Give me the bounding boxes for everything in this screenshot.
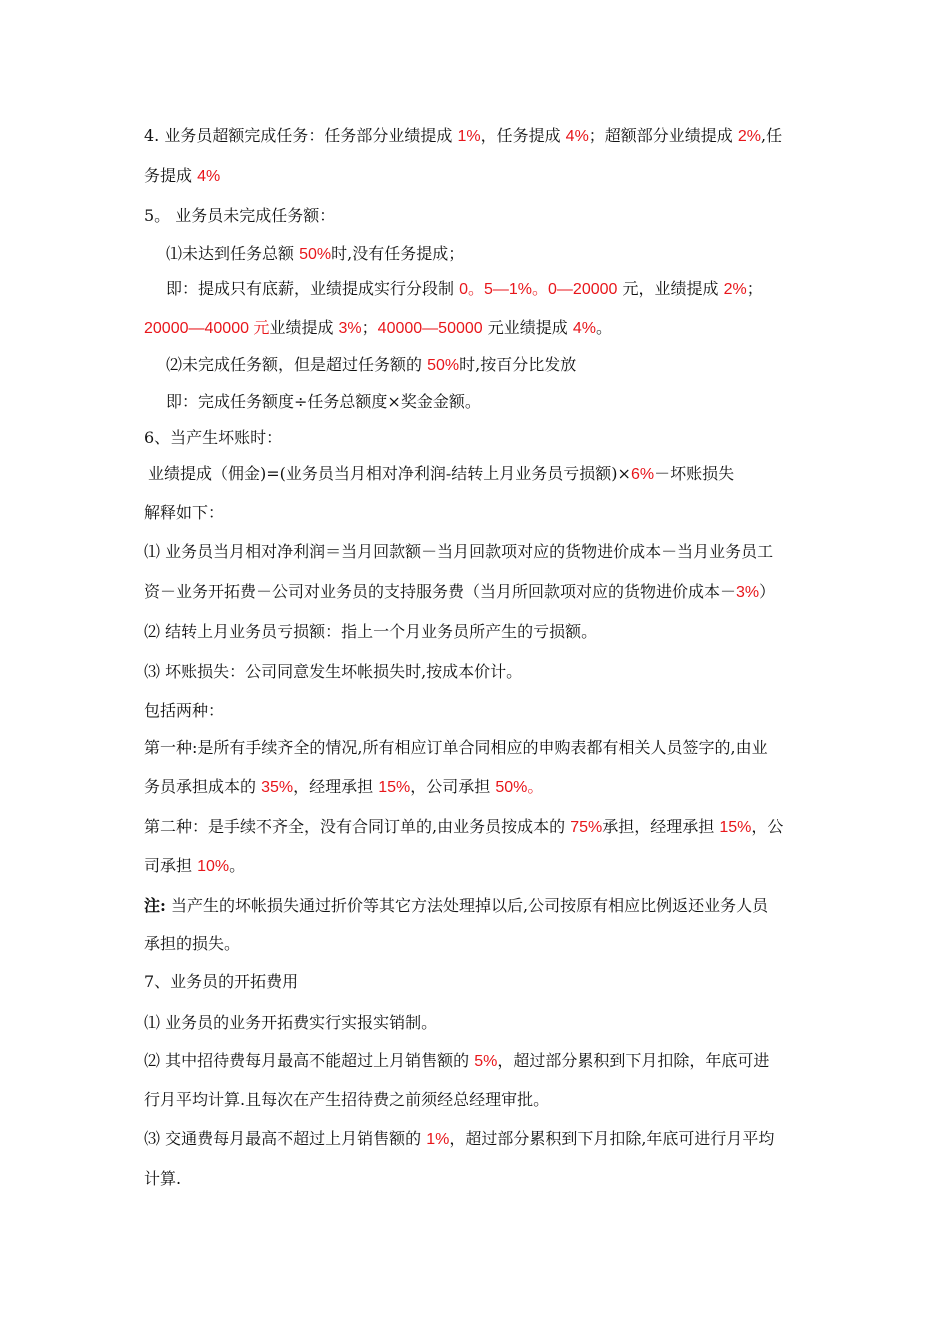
- text-run: ，任务提成: [480, 126, 566, 145]
- text-line-4: [166, 244, 464, 265]
- text-run: 承担的损失。: [144, 934, 241, 953]
- text-line-13: [144, 582, 775, 603]
- highlighted-value: 40000—50000: [377, 320, 483, 337]
- highlighted-value: 10%: [197, 858, 230, 875]
- text-run: ⑴ 业务员的业务开拓费实行实报实销制。: [144, 1013, 438, 1032]
- text-run: 当产生的坏帐损失通过折价等其它方法处理掉以后,公司按原有相应比例返还业务人员: [165, 896, 769, 915]
- text-run: 业绩提成: [269, 318, 339, 337]
- highlighted-value: 75%: [570, 819, 603, 836]
- text-run: ⑴ 业务员当月相对净利润＝当月回款额－当月回款项对应的货物进价成本－当月业务员工: [144, 542, 774, 561]
- text-run: 元，业绩提成: [617, 279, 724, 298]
- text-line-17: [144, 738, 768, 758]
- text-run: 即：提成只有底薪，业绩提成实行分段制: [166, 279, 460, 298]
- highlighted-value: 0。5—1%。0—20000: [459, 281, 618, 298]
- text-run: 6、当产生坏账时：: [144, 428, 283, 447]
- text-line-7: [166, 355, 576, 376]
- text-line-10: [148, 464, 734, 485]
- text-run: ⑶ 坏账损失：公司同意发生坏帐损失时,按成本价计。: [144, 662, 523, 681]
- text-line-27: [144, 1129, 774, 1150]
- text-run: 7、业务员的开拓费用: [144, 972, 299, 991]
- text-run: ，公司承担: [410, 777, 496, 796]
- text-line-1: [144, 126, 782, 147]
- highlighted-value: 2%: [737, 128, 762, 145]
- text-run: 业绩提成（佣金)=(业务员当月相对净利润-结转上月业务员亏损额)×: [148, 464, 631, 483]
- text-line-24: [144, 1013, 437, 1033]
- highlighted-value: 4%: [197, 168, 221, 185]
- text-run: 务提成: [144, 166, 198, 185]
- highlighted-value: 15%: [378, 779, 411, 796]
- text-line-26: [144, 1090, 549, 1110]
- highlighted-value: 4%: [565, 128, 589, 145]
- text-line-12: [144, 542, 773, 562]
- text-run: 元业绩提成: [482, 318, 573, 337]
- highlighted-value: 50%: [299, 246, 332, 263]
- text-run: 第二种：是手续不齐全，没有合同订单的,由业务员按成本的: [144, 817, 571, 836]
- text-line-16: [144, 701, 224, 721]
- text-run: ，超过部分累积到下月扣除，年底可进: [497, 1051, 770, 1070]
- text-run: 包括两种：: [144, 701, 225, 720]
- text-run: ⑵未完成任务额，但是超过任务额的: [166, 355, 428, 374]
- text-run: ,任: [761, 126, 783, 145]
- text-run: 5。 业务员未完成任务额：: [144, 206, 336, 225]
- highlighted-value: 35%: [261, 779, 294, 796]
- text-run: 资－业务开拓费－公司对业务员的支持服务费（当月所回款项对应的货物进价成本－: [144, 582, 737, 601]
- text-run: 司承担: [144, 856, 198, 875]
- text-run: ；: [746, 279, 763, 298]
- text-line-15: [144, 662, 522, 682]
- text-line-3: [144, 206, 335, 226]
- text-run: ；超额部分业绩提成: [588, 126, 738, 145]
- text-line-20: [144, 856, 245, 877]
- highlighted-value: 4%: [572, 320, 596, 337]
- text-run: ；: [361, 318, 378, 337]
- text-run: ⑶ 交通费每月最高不超过上月销售额的: [144, 1129, 427, 1148]
- text-line-21: [144, 896, 768, 916]
- text-run: 即：完成任务额度÷任务总额度×奖金金额。: [166, 392, 481, 411]
- text-line-23: [144, 972, 298, 992]
- text-line-2: [144, 166, 220, 187]
- text-run: ⑵ 结转上月业务员亏损额：指上一个月业务员所产生的亏损额。: [144, 622, 598, 641]
- text-run: 第一种:是所有手续齐全的情况,所有相应订单合同相应的申购表都有相关人员签字的,由业: [144, 738, 768, 757]
- text-run: 。: [595, 318, 612, 337]
- highlighted-value: 1%: [457, 128, 481, 145]
- text-line-11: [144, 503, 224, 523]
- highlighted-value: 15%: [719, 819, 752, 836]
- text-line-22: [144, 934, 240, 954]
- text-run: ，超过部分累积到下月扣除,年底可进行月平均: [449, 1129, 775, 1148]
- highlighted-value: 5%: [474, 1053, 498, 1070]
- highlighted-value: 6%: [630, 466, 655, 483]
- text-line-14: [144, 622, 597, 642]
- text-run: ，经理承担: [293, 777, 379, 796]
- text-line-28: [144, 1169, 181, 1189]
- highlighted-value: 3%: [338, 320, 362, 337]
- text-run: 承担，经理承担: [602, 817, 720, 836]
- highlighted-value: 50%: [427, 357, 460, 374]
- highlighted-value: 2%: [723, 281, 747, 298]
- text-line-25: [144, 1051, 769, 1072]
- text-run: ）: [759, 582, 776, 601]
- highlighted-value: 3%: [736, 584, 760, 601]
- text-run: 4. 业务员超额完成任务：任务部分业绩提成: [144, 126, 458, 145]
- highlighted-value: 1%: [426, 1131, 450, 1148]
- text-run: 行月平均计算.且每次在产生招待费之前须经总经理审批。: [144, 1090, 550, 1109]
- text-run: 时,按百分比发放: [459, 355, 577, 374]
- text-line-8: [166, 392, 481, 412]
- text-run: ⑴未达到任务总额: [166, 244, 300, 263]
- text-line-5: [166, 279, 763, 300]
- text-line-9: [144, 428, 282, 448]
- text-line-18: [144, 777, 543, 798]
- text-line-19: [144, 817, 783, 838]
- text-run: 计算.: [144, 1169, 182, 1188]
- text-run: ⑵ 其中招待费每月最高不能超过上月销售额的: [144, 1051, 475, 1070]
- text-run: 解释如下：: [144, 503, 225, 522]
- text-run: 务员承担成本的: [144, 777, 262, 796]
- text-line-6: [144, 318, 612, 339]
- text-run: 。: [229, 856, 246, 875]
- text-run: 时,没有任务提成；: [331, 244, 465, 263]
- text-run: ，公: [751, 817, 784, 836]
- text-run: －坏账损失: [654, 464, 735, 483]
- highlighted-value: 50%。: [495, 779, 544, 796]
- highlighted-value: 20000—40000 元: [144, 320, 270, 337]
- note-label: 注:: [144, 896, 166, 915]
